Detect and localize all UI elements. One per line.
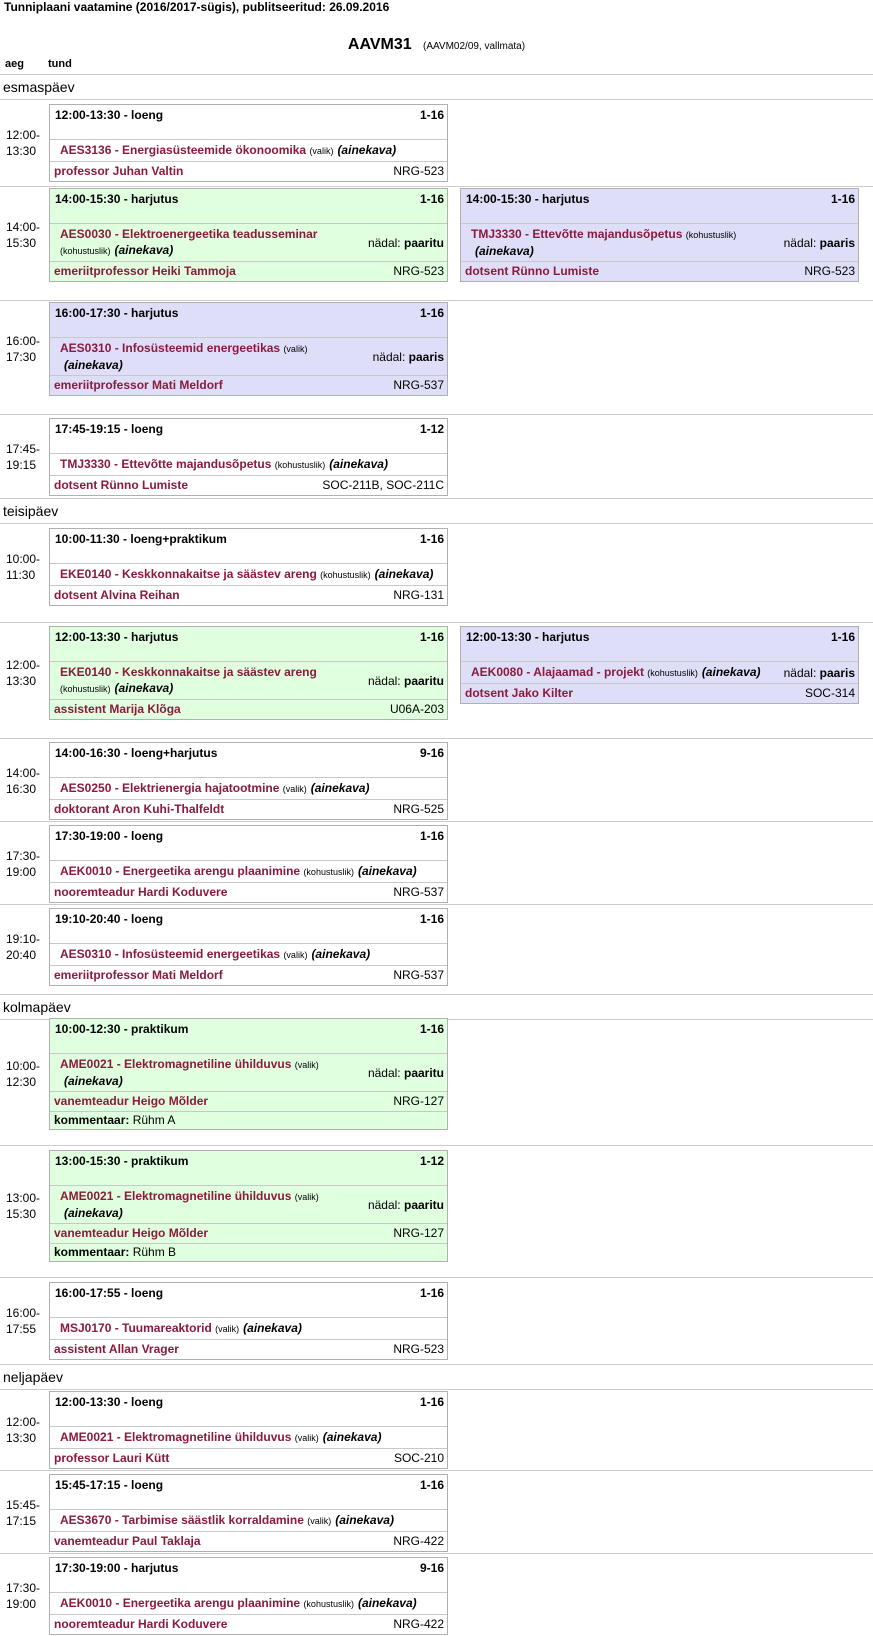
room-label: NRG-523 xyxy=(393,164,444,178)
slot-time-start: 12:00- xyxy=(6,128,41,142)
lesson-header xyxy=(50,529,447,564)
course-link[interactable]: AEK0080 - Alajaamad - projekt xyxy=(471,665,644,679)
lesson-header xyxy=(50,105,447,140)
row-divider xyxy=(0,1277,873,1278)
teacher-link[interactable]: professor Juhan Valtin xyxy=(54,164,184,178)
slot-time-end: 20:40 xyxy=(6,948,37,962)
ainekava-link[interactable]: (ainekava) xyxy=(337,143,397,157)
slot-time-start: 10:00- xyxy=(6,552,41,566)
week-label: nädal: xyxy=(367,1197,401,1212)
teacher-link[interactable]: professor Lauri Kütt xyxy=(54,1451,170,1465)
lesson-weeks: 9-16 xyxy=(419,746,444,760)
room-label: NRG-127 xyxy=(393,1226,444,1240)
course-kind: (kohustuslik) xyxy=(60,684,111,694)
teacher-line xyxy=(50,1532,447,1551)
teacher-link[interactable]: vanemteadur Heigo Mõlder xyxy=(54,1226,209,1240)
teacher-link[interactable]: dotsent Rünno Lumiste xyxy=(465,264,599,278)
teacher-line xyxy=(50,162,447,181)
week-value: paaritu xyxy=(403,1197,444,1212)
day-header-4: neljapäev xyxy=(0,1364,873,1390)
slot-time-end: 13:30 xyxy=(6,674,37,688)
lesson-weeks: 1-12 xyxy=(419,422,444,436)
week-parity xyxy=(784,235,855,251)
lesson-card xyxy=(49,908,448,986)
ainekava-link[interactable]: (ainekava) xyxy=(357,1596,417,1610)
week-parity xyxy=(368,673,444,689)
lesson-card xyxy=(49,302,448,396)
course-link[interactable]: AES3670 - Tarbimise säästlik korraldamine xyxy=(60,1513,304,1527)
course-kind: (kohustuslik) xyxy=(685,230,737,240)
row-divider xyxy=(0,738,873,739)
slot-time xyxy=(6,219,40,251)
course-link[interactable]: MSJ0170 - Tuumareaktorid xyxy=(60,1321,212,1335)
comment-line xyxy=(50,1243,447,1261)
slot-time-end: 11:30 xyxy=(6,568,36,582)
teacher-line xyxy=(50,1615,447,1634)
ainekava-link[interactable]: (ainekava) xyxy=(64,358,123,372)
lesson-time-type: 15:45-17:15 - loeng xyxy=(55,1478,164,1492)
room-label: NRG-537 xyxy=(393,378,444,392)
course-kind: (valik) xyxy=(294,1433,319,1443)
lesson-time-type: 14:00-15:30 - harjutus xyxy=(55,192,179,206)
slot-time-start: 17:45- xyxy=(6,442,41,456)
teacher-link[interactable]: dotsent Rünno Lumiste xyxy=(54,478,188,492)
lesson-header xyxy=(50,1475,447,1510)
slot-time-end: 16:30 xyxy=(6,782,37,796)
teacher-line xyxy=(50,1340,447,1359)
teacher-line xyxy=(50,883,447,902)
lesson-card xyxy=(49,1557,448,1635)
course-kind: (valik) xyxy=(294,1060,319,1070)
lesson-card xyxy=(49,825,448,903)
teacher-line xyxy=(50,262,447,281)
lesson-time-type: 19:10-20:40 - loeng xyxy=(55,912,164,926)
teacher-link[interactable]: assistent Allan Vrager xyxy=(54,1342,179,1356)
week-label: nädal: xyxy=(367,235,401,250)
room-label: NRG-523 xyxy=(804,264,855,278)
ainekava-link[interactable]: (ainekava) xyxy=(357,864,417,878)
slot-time-start: 15:45- xyxy=(6,1498,41,1512)
lesson-header xyxy=(50,627,447,662)
course-link[interactable]: AES0310 - Infosüsteemid energeetikas xyxy=(60,947,281,961)
slot-time-end: 19:00 xyxy=(6,865,37,879)
comment-value: Rühm A xyxy=(132,1113,176,1127)
week-label: nädal: xyxy=(372,349,406,364)
course-line xyxy=(50,338,447,376)
day-header-1: esmaspäev xyxy=(0,74,873,100)
row-divider xyxy=(0,904,873,905)
group-code: AAVM31 xyxy=(347,36,412,53)
course-link[interactable]: AME0021 - Elektromagnetiline ühilduvus xyxy=(60,1057,292,1071)
course-kind: (valik) xyxy=(307,1516,332,1526)
week-parity xyxy=(368,235,444,251)
slot-time xyxy=(6,441,40,473)
lesson-card xyxy=(49,1391,448,1469)
teacher-link[interactable]: dotsent Jako Kilter xyxy=(465,686,574,700)
ainekava-link[interactable]: (ainekava) xyxy=(114,243,174,257)
lesson-time-type: 17:30-19:00 - harjutus xyxy=(55,1561,179,1575)
course-line xyxy=(50,564,447,586)
row-divider xyxy=(0,300,873,301)
slot-time xyxy=(6,765,40,797)
lesson-time-type: 16:00-17:55 - loeng xyxy=(55,1286,164,1300)
slot-time xyxy=(6,127,40,159)
slot-time xyxy=(6,1414,40,1446)
row-divider xyxy=(0,186,873,187)
slot-time-end: 17:55 xyxy=(6,1322,37,1336)
room-label: NRG-422 xyxy=(393,1534,444,1548)
slot-time xyxy=(6,1580,40,1612)
week-parity xyxy=(368,1065,444,1081)
slot-time-end: 17:15 xyxy=(6,1514,37,1528)
ainekava-link[interactable]: (ainekava) xyxy=(374,567,434,581)
room-label: SOC-210 xyxy=(393,1451,444,1465)
course-link[interactable]: TMJ3330 - Ettevõtte majandusõpetus xyxy=(471,227,683,241)
week-label: nädal: xyxy=(367,673,401,688)
lesson-weeks: 1-12 xyxy=(419,1154,444,1168)
teacher-line xyxy=(50,800,447,819)
row-divider xyxy=(0,1145,873,1146)
slot-time xyxy=(6,848,40,880)
lesson-header xyxy=(50,303,447,338)
course-line xyxy=(50,454,447,476)
course-line xyxy=(50,140,447,162)
week-value: paaris xyxy=(408,349,444,364)
lesson-time-type: 16:00-17:30 - harjutus xyxy=(55,306,179,320)
teacher-link[interactable]: vanemteadur Heigo Mõlder xyxy=(54,1094,209,1108)
room-label: NRG-422 xyxy=(393,1617,444,1631)
lesson-card xyxy=(49,1282,448,1360)
lesson-header xyxy=(461,189,858,224)
lesson-card xyxy=(49,626,448,720)
teacher-line xyxy=(50,376,447,395)
lesson-weeks: 1-16 xyxy=(419,1286,444,1300)
week-value: paaritu xyxy=(403,673,444,688)
room-label: NRG-131 xyxy=(393,588,444,602)
week-value: paaritu xyxy=(403,1065,444,1080)
ainekava-link[interactable]: (ainekava) xyxy=(310,781,370,795)
lesson-time-type: 10:00-12:30 - praktikum xyxy=(55,1022,189,1036)
teacher-line xyxy=(50,1224,447,1243)
course-kind: (kohustuslik) xyxy=(320,570,371,580)
room-label: NRG-537 xyxy=(393,885,444,899)
course-line xyxy=(50,1593,447,1615)
page-title: Tunniplaani vaatamine (2016/2017-sügis), publitseeritud: 26.09.2016 xyxy=(4,0,390,14)
lesson-header xyxy=(50,1151,447,1186)
course-link[interactable]: TMJ3330 - Ettevõtte majandusõpetus xyxy=(60,457,272,471)
week-label: nädal: xyxy=(783,235,817,250)
lesson-header xyxy=(50,909,447,944)
teacher-link[interactable]: vanemteadur Paul Taklaja xyxy=(54,1534,201,1548)
week-label: nädal: xyxy=(783,665,817,680)
course-link[interactable]: AES3136 - Energiasüsteemide ökonoomika xyxy=(60,143,307,157)
room-label: SOC-314 xyxy=(804,686,855,700)
room-label: NRG-127 xyxy=(393,1094,444,1108)
slot-time-start: 14:00- xyxy=(6,220,41,234)
course-kind: (valik) xyxy=(215,1324,240,1334)
slot-time-start: 10:00- xyxy=(6,1059,41,1073)
week-parity xyxy=(784,665,855,681)
slot-time-end: 17:30 xyxy=(6,350,37,364)
course-line xyxy=(50,778,447,800)
slot-time-start: 14:00- xyxy=(6,766,41,780)
lesson-weeks: 1-16 xyxy=(419,1478,444,1492)
lesson-header xyxy=(50,1558,447,1593)
room-label: U06A-203 xyxy=(389,702,444,716)
group-subtitle: (AAVM02/09, vallmata) xyxy=(422,41,526,52)
room-label: NRG-525 xyxy=(393,802,444,816)
teacher-line xyxy=(50,1092,447,1111)
course-kind: (kohustuslik) xyxy=(303,1599,354,1609)
ainekava-link[interactable]: (ainekava) xyxy=(114,681,174,695)
lesson-header xyxy=(50,826,447,861)
lesson-header xyxy=(461,627,858,662)
lesson-time-type: 17:30-19:00 - loeng xyxy=(55,829,164,843)
course-kind: (valik) xyxy=(309,146,334,156)
slot-time-start: 12:00- xyxy=(6,1415,41,1429)
course-kind: (kohustuslik) xyxy=(60,246,111,256)
week-label: nädal: xyxy=(367,1065,401,1080)
lesson-weeks: 1-16 xyxy=(830,630,855,644)
lesson-card xyxy=(460,188,859,282)
course-kind: (kohustuslik) xyxy=(647,668,698,678)
lesson-header xyxy=(50,743,447,778)
course-line xyxy=(50,224,447,262)
ainekava-link[interactable]: (ainekava) xyxy=(329,457,388,471)
lesson-weeks: 1-16 xyxy=(419,912,444,926)
course-link[interactable]: EKE0140 - Keskkonnakaitse ja säästev areng xyxy=(60,665,317,679)
slot-time xyxy=(6,931,40,963)
lesson-time-type: 10:00-11:30 - loeng+praktikum xyxy=(55,532,227,546)
slot-time xyxy=(6,333,40,365)
week-parity xyxy=(373,349,444,365)
lesson-weeks: 9-16 xyxy=(419,1561,444,1575)
ainekava-link[interactable]: (ainekava) xyxy=(475,244,534,258)
lesson-weeks: 1-16 xyxy=(419,108,444,122)
lesson-header xyxy=(50,419,447,454)
course-link[interactable]: AEK0010 - Energeetika arengu plaanimine xyxy=(60,1596,301,1610)
course-link[interactable]: AES0310 - Infosüsteemid energeetikas xyxy=(60,341,281,355)
slot-time-start: 16:00- xyxy=(6,334,41,348)
lesson-time-type: 13:00-15:30 - praktikum xyxy=(55,1154,189,1168)
ainekava-link[interactable]: (ainekava) xyxy=(243,1321,302,1335)
lesson-weeks: 1-16 xyxy=(419,829,444,843)
slot-time xyxy=(6,551,40,583)
lesson-header xyxy=(50,1019,447,1054)
slot-time-start: 17:30- xyxy=(6,1581,41,1595)
ainekava-link[interactable]: (ainekava) xyxy=(335,1513,394,1527)
course-link[interactable]: AES0250 - Elektrienergia hajatootmine xyxy=(60,781,280,795)
teacher-line xyxy=(50,1449,447,1468)
teacher-line xyxy=(50,966,447,985)
slot-time xyxy=(6,1497,40,1529)
lesson-weeks: 1-16 xyxy=(419,192,444,206)
lesson-header xyxy=(50,1392,447,1427)
course-line xyxy=(50,1054,447,1092)
comment-label: kommentaar: xyxy=(54,1245,130,1259)
lesson-time-type: 12:00-13:30 - loeng xyxy=(55,1395,164,1409)
lesson-card xyxy=(49,528,448,606)
lesson-weeks: 1-16 xyxy=(830,192,855,206)
day-header-3: kolmapäev xyxy=(0,994,873,1020)
ainekava-link[interactable]: (ainekava) xyxy=(64,1074,123,1088)
lesson-header xyxy=(50,1283,447,1318)
course-link[interactable]: AES0030 - Elektroenergeetika teadusseminar xyxy=(60,227,318,241)
teacher-link[interactable]: emeriitprofessor Mati Meldorf xyxy=(54,968,223,982)
course-kind: (valik) xyxy=(282,784,307,794)
slot-time-start: 12:00- xyxy=(6,658,41,672)
course-line xyxy=(50,944,447,966)
room-label: SOC-211B, SOC-211C xyxy=(322,478,444,492)
course-line xyxy=(50,1318,447,1340)
course-link[interactable]: AME0021 - Elektromagnetiline ühilduvus xyxy=(60,1430,292,1444)
ainekava-link[interactable]: (ainekava) xyxy=(322,1430,382,1444)
lesson-weeks: 1-16 xyxy=(419,306,444,320)
course-line xyxy=(461,224,858,262)
room-label: NRG-523 xyxy=(393,264,444,278)
lesson-time-type: 14:00-15:30 - harjutus xyxy=(466,192,590,206)
comment-value: Rühm B xyxy=(132,1245,177,1259)
lesson-weeks: 1-16 xyxy=(419,1395,444,1409)
teacher-link[interactable]: doktorant Aron Kuhi-Thalfeldt xyxy=(54,802,225,816)
course-kind: (kohustuslik) xyxy=(274,460,326,470)
row-divider xyxy=(0,1553,873,1554)
lesson-header xyxy=(50,189,447,224)
course-line xyxy=(50,1427,447,1449)
slot-time-end: 13:30 xyxy=(6,1431,37,1445)
slot-time xyxy=(6,657,40,689)
teacher-line xyxy=(50,476,447,495)
lesson-time-type: 12:00-13:30 - harjutus xyxy=(55,630,179,644)
teacher-link[interactable]: nooremteadur Hardi Koduvere xyxy=(54,1617,228,1631)
row-divider xyxy=(0,1470,873,1471)
course-link[interactable]: AEK0010 - Energeetika arengu plaanimine xyxy=(60,864,301,878)
lesson-weeks: 1-16 xyxy=(419,532,444,546)
comment-line xyxy=(50,1111,447,1129)
lesson-card xyxy=(460,626,859,704)
slot-time-end: 12:30 xyxy=(6,1075,37,1089)
room-label: NRG-537 xyxy=(393,968,444,982)
lesson-time-type: 17:45-19:15 - loeng xyxy=(55,422,164,436)
row-divider xyxy=(0,414,873,415)
group-title xyxy=(0,36,873,54)
column-header-time: aeg xyxy=(5,58,24,70)
lesson-card xyxy=(49,418,448,496)
course-line xyxy=(50,662,447,700)
slot-time-start: 16:00- xyxy=(6,1306,41,1320)
column-header-lesson: tund xyxy=(48,58,72,70)
course-kind: (valik) xyxy=(283,950,308,960)
week-value: paaris xyxy=(819,665,855,680)
course-link[interactable]: AME0021 - Elektromagnetiline ühilduvus xyxy=(60,1189,292,1203)
teacher-line xyxy=(461,262,858,281)
week-value: paaritu xyxy=(403,235,444,250)
teacher-link[interactable]: emeriitprofessor Heiki Tammoja xyxy=(54,264,236,278)
slot-time xyxy=(6,1058,40,1090)
lesson-card xyxy=(49,1474,448,1552)
room-label: NRG-523 xyxy=(393,1342,444,1356)
lesson-weeks: 1-16 xyxy=(419,1022,444,1036)
teacher-link[interactable]: assistent Marija Klõga xyxy=(54,702,181,716)
row-divider xyxy=(0,821,873,822)
slot-time-end: 19:00 xyxy=(6,1597,37,1611)
slot-time-end: 13:30 xyxy=(6,144,37,158)
ainekava-link[interactable]: (ainekava) xyxy=(64,1206,123,1220)
slot-time xyxy=(6,1305,40,1337)
week-parity xyxy=(368,1197,444,1213)
course-line xyxy=(50,1186,447,1224)
teacher-line xyxy=(461,684,858,703)
teacher-link[interactable]: nooremteadur Hardi Koduvere xyxy=(54,885,228,899)
course-kind: (valik) xyxy=(283,344,308,354)
lesson-card xyxy=(49,104,448,182)
slot-time-end: 19:15 xyxy=(6,458,37,472)
lesson-time-type: 12:00-13:30 - loeng xyxy=(55,108,164,122)
slot-time xyxy=(6,1190,40,1222)
teacher-line xyxy=(50,586,447,605)
course-kind: (kohustuslik) xyxy=(303,867,354,877)
row-divider xyxy=(0,622,873,623)
course-link[interactable]: EKE0140 - Keskkonnakaitse ja säästev areng xyxy=(60,567,317,581)
slot-time-start: 19:10- xyxy=(6,932,41,946)
course-line xyxy=(50,861,447,883)
slot-time-start: 13:00- xyxy=(6,1191,41,1205)
comment-label: kommentaar: xyxy=(54,1113,130,1127)
day-header-2: teisipäev xyxy=(0,498,873,524)
lesson-card xyxy=(49,1150,448,1262)
teacher-link[interactable]: emeriitprofessor Mati Meldorf xyxy=(54,378,223,392)
course-line xyxy=(50,1510,447,1532)
lesson-time-type: 14:00-16:30 - loeng+harjutus xyxy=(55,746,218,760)
lesson-card xyxy=(49,188,448,282)
ainekava-link[interactable]: (ainekava) xyxy=(701,665,761,679)
ainekava-link[interactable]: (ainekava) xyxy=(311,947,371,961)
course-line xyxy=(461,662,858,684)
slot-time-end: 15:30 xyxy=(6,1207,37,1221)
lesson-card xyxy=(49,1018,448,1130)
slot-time-start: 17:30- xyxy=(6,849,41,863)
lesson-card xyxy=(49,742,448,820)
slot-time-end: 15:30 xyxy=(6,236,37,250)
week-value: paaris xyxy=(819,235,855,250)
teacher-line xyxy=(50,700,447,719)
lesson-weeks: 1-16 xyxy=(419,630,444,644)
lesson-time-type: 12:00-13:30 - harjutus xyxy=(466,630,590,644)
course-kind: (valik) xyxy=(294,1192,319,1202)
teacher-link[interactable]: dotsent Alvina Reihan xyxy=(54,588,180,602)
